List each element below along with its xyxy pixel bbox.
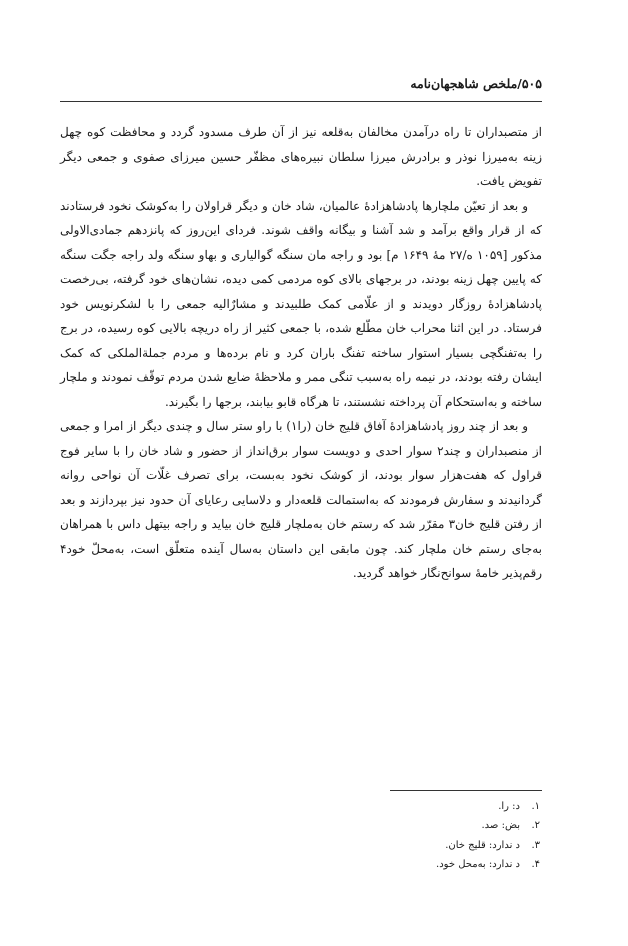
- footnote-4: [60, 855, 542, 874]
- footnote-text: د ندارد: به‌محل خود.: [436, 858, 520, 870]
- footnote-text: د: را.: [498, 801, 520, 812]
- footnotes: [60, 797, 542, 874]
- footnote-3: [60, 836, 542, 855]
- footnote-number: ۳.: [531, 839, 540, 851]
- paragraph-3: و بعد از چند روز پادشاهزادهٔ آفاق قلیج خان (را۱) با راو ستر سال و چندی دیگر از امرا و جمعی از منصبداران و چند۲ سوار احدی و دویست سوار برق‌انداز از حضور و شاد خان را با سایر فوج قراول که هفت‌هزار سوار بودند، از کوشک نخود به‌بست، برای تصرف غلّات آن نواحی روانه گردانیدند و سفارش فرمودند که به‌استمالت قلعه‌دار و دلاسایی رعایای آن حدود نیز بپردازند و بعد از رفتن قلیج خان۳ مقرّر شد که رستم خان به‌ملچار قلیج خان بیاید و راجه بیتهل داس با همراهان به‌جای رستم خان ملچار کند. چون مابقی این داستان به‌سال آینده متعلّق است، به‌محلّ خود۴ رقم‌پذیر خامهٔ سوانح‌نگار خواهد گردید.: [60, 419, 542, 580]
- footnote-divider: [390, 790, 542, 791]
- footnote-number: ۴.: [531, 858, 540, 870]
- header-divider: [60, 101, 542, 102]
- running-header: ۵۰۵/ملخص شاهجهان‌نامه: [410, 76, 542, 91]
- main-text: [60, 120, 542, 586]
- footnote-2: [60, 816, 542, 835]
- footnote-1: [60, 797, 542, 816]
- footnote-number: ۲.: [531, 820, 540, 832]
- paragraph-1: از متصبداران تا راه درآمدن مخالفان به‌قلعه نیز از آن طرف مسدود گردد و محافظت کوه چهل زینه به‌میرزا نوذر و برادرش میرزا سلطان نبیره‌های مظفّر حسین میرزای صفوی و جمعی دیگر تفویض یافت.: [60, 125, 542, 188]
- footnote-text: بض: صد.: [481, 820, 520, 832]
- footnote-number: ۱.: [531, 801, 540, 812]
- paragraph-2: و بعد از تعیّن ملچارها پادشاهزادهٔ عالمیان، شاد خان و دیگر قراولان را به‌کوشک نخود فرستادند که از قرار واقع برآمد و شد آشنا و بیگانه واقف شوند. فردای این‌روز که پانزدهم جمادی‌الاولی مذکور [۱۰۵۹ ه/۲۷ مهٔ ۱۶۴۹ م] بود و راجه مان سنگه گوالیاری و بهاو سنگه ولد راجه جگت سنگه که پایین چهل زینه بودند، در برجهای بالای کوه مردمی کمی دیده، نشان‌های خود گرفته، بی‌رخصت پادشاهزادهٔ روزگار دویدند و از علّامی کمک طلبیدند و مشارٌالیه جمعی را با لشکرنویس خود فرستاد. در این اثنا محراب خان مطّلع شده، با جمعی کثیر از راه دریچه بالایی کوه رسیده، در برج را به‌تفنگچی بسیار استوار ساخته تفنگ باران کرد و نام برده‌ها و مردم جملةالملکی که کمک ایشان رفته بودند، در نیمه راه به‌سبب تنگی ممر و ملاحظهٔ ضایع شدن مردم توقّف نمودند و ملچار ساخته و به‌استحکام آن پرداخته نشستند، تا هرگاه قابو بیابند، برجها را بگیرند.: [60, 198, 542, 409]
- footnote-text: د ندارد: قلیج خان.: [445, 839, 520, 851]
